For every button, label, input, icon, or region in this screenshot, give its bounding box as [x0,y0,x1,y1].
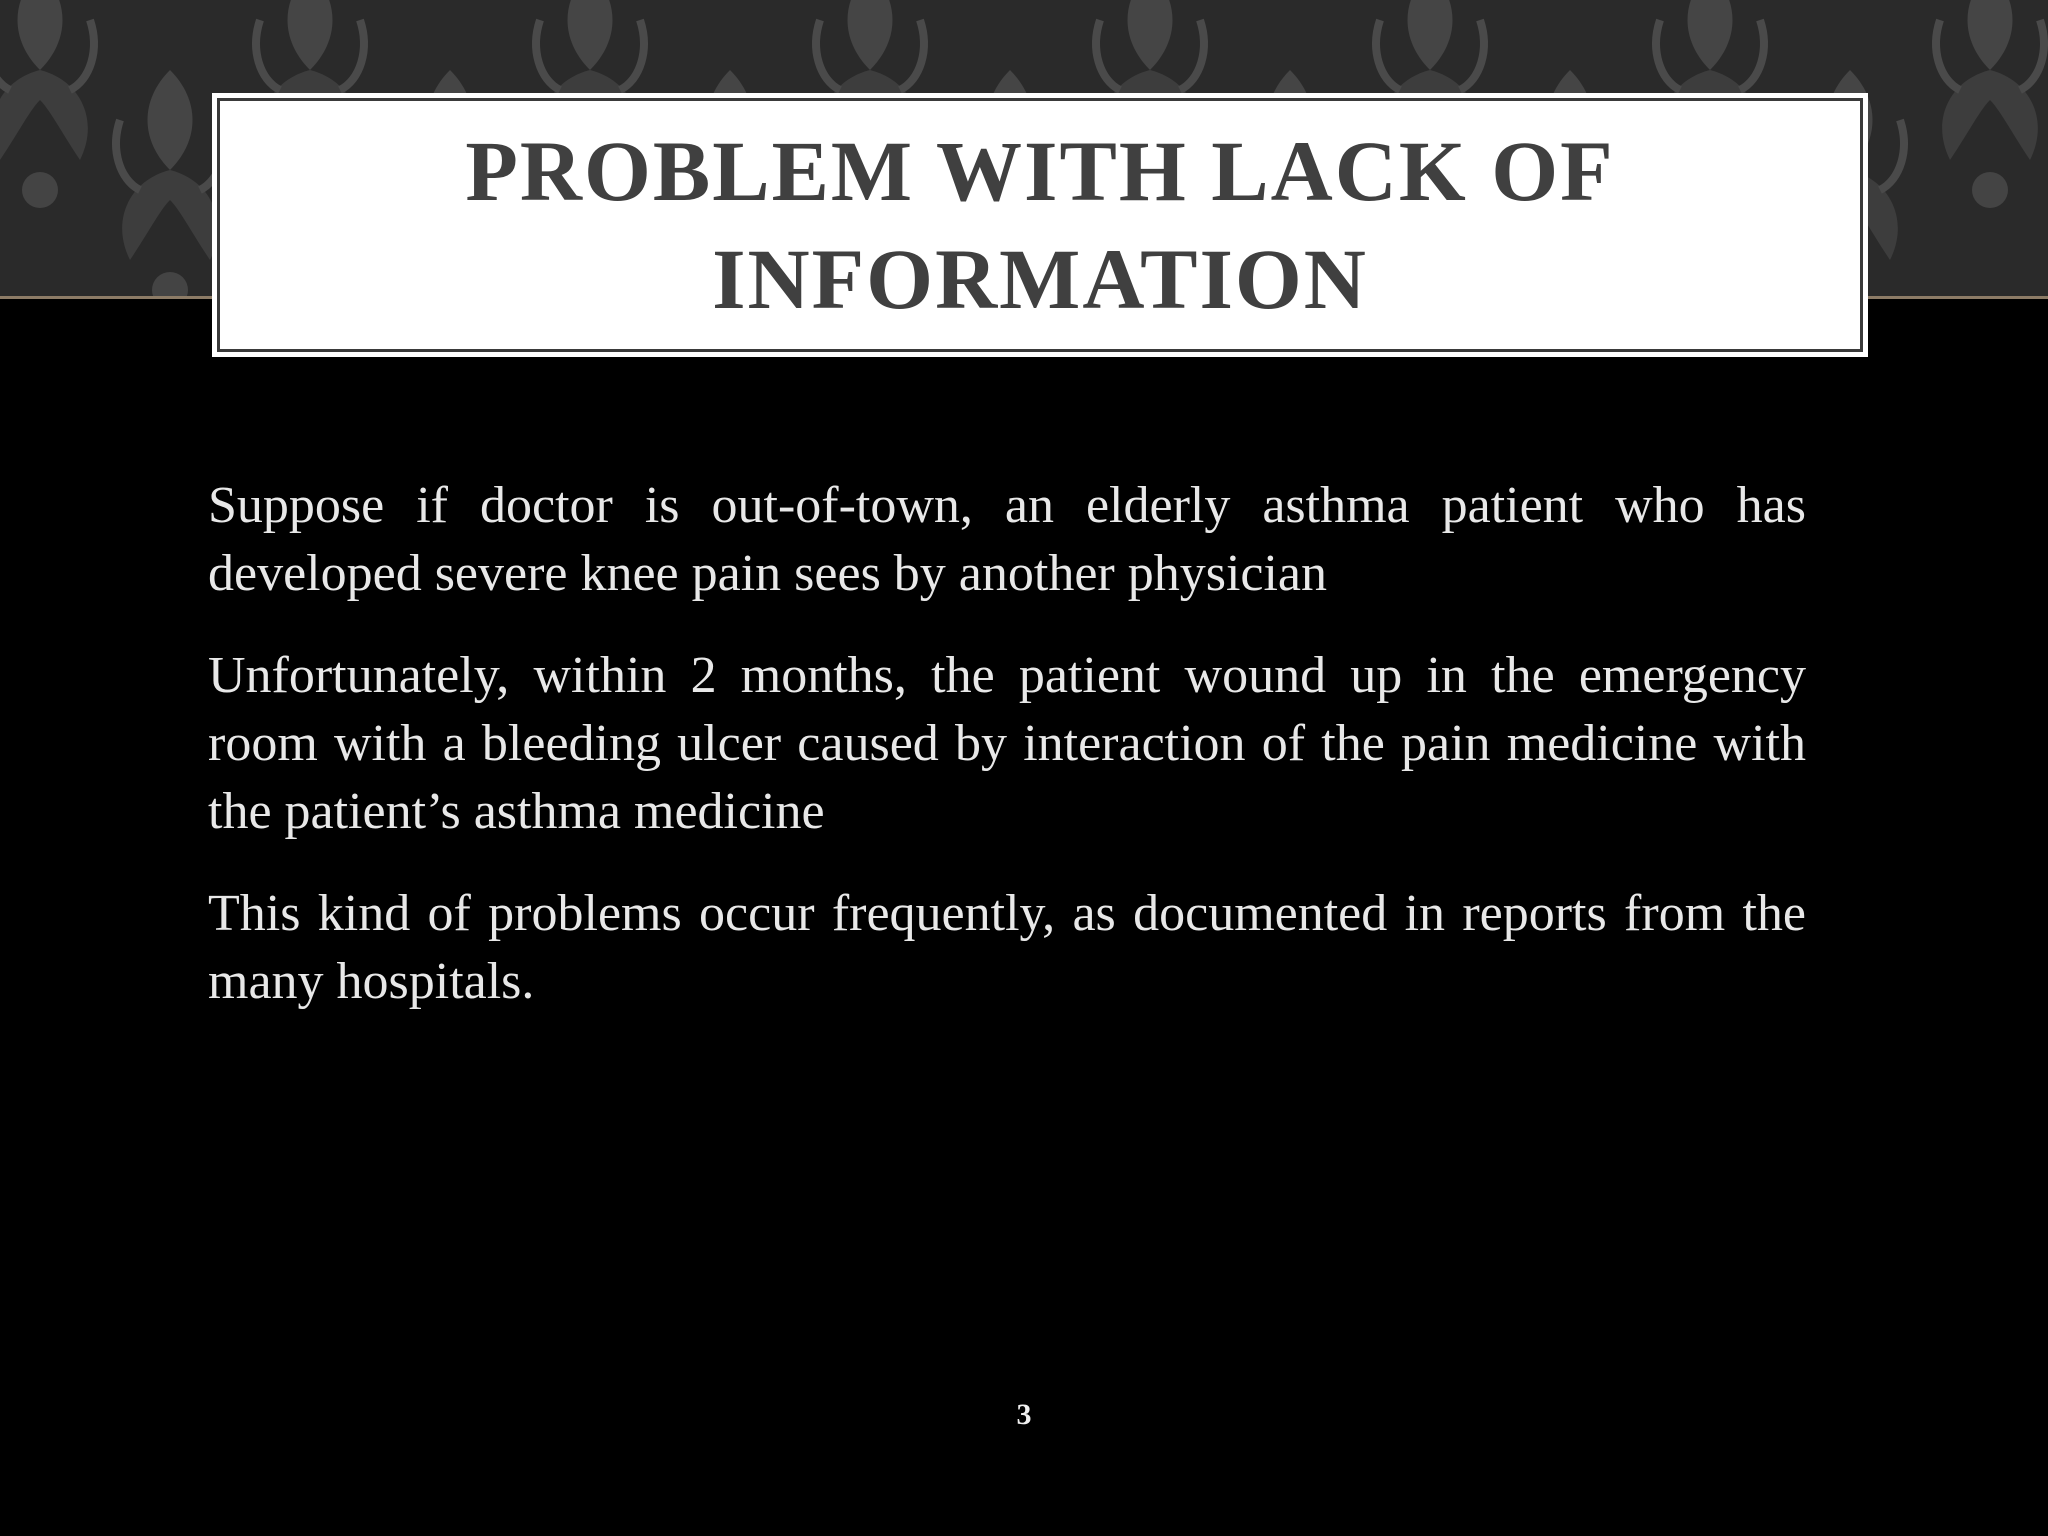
title-frame [224,105,1856,345]
paragraph-3: This kind of problems occur frequently, as documented in reports from the many hospitals. [208,885,1806,1010]
slide-body [208,472,1806,1050]
slide-title: PROBLEM WITH LACK OF INFORMATION [465,123,1615,327]
page-number: 3 [1016,1398,1032,1431]
paragraph-2: Unfortunately, within 2 months, the patient wound up in the emergency room with a bleeding ulcer caused by interaction of the pain medicine with the patient’s asthma medicine [208,647,1806,840]
paragraph-1: Suppose if doctor is out-of-town, an elderly asthma patient who has developed severe knee pain sees by another physician [208,477,1806,602]
title-box [212,93,1868,357]
